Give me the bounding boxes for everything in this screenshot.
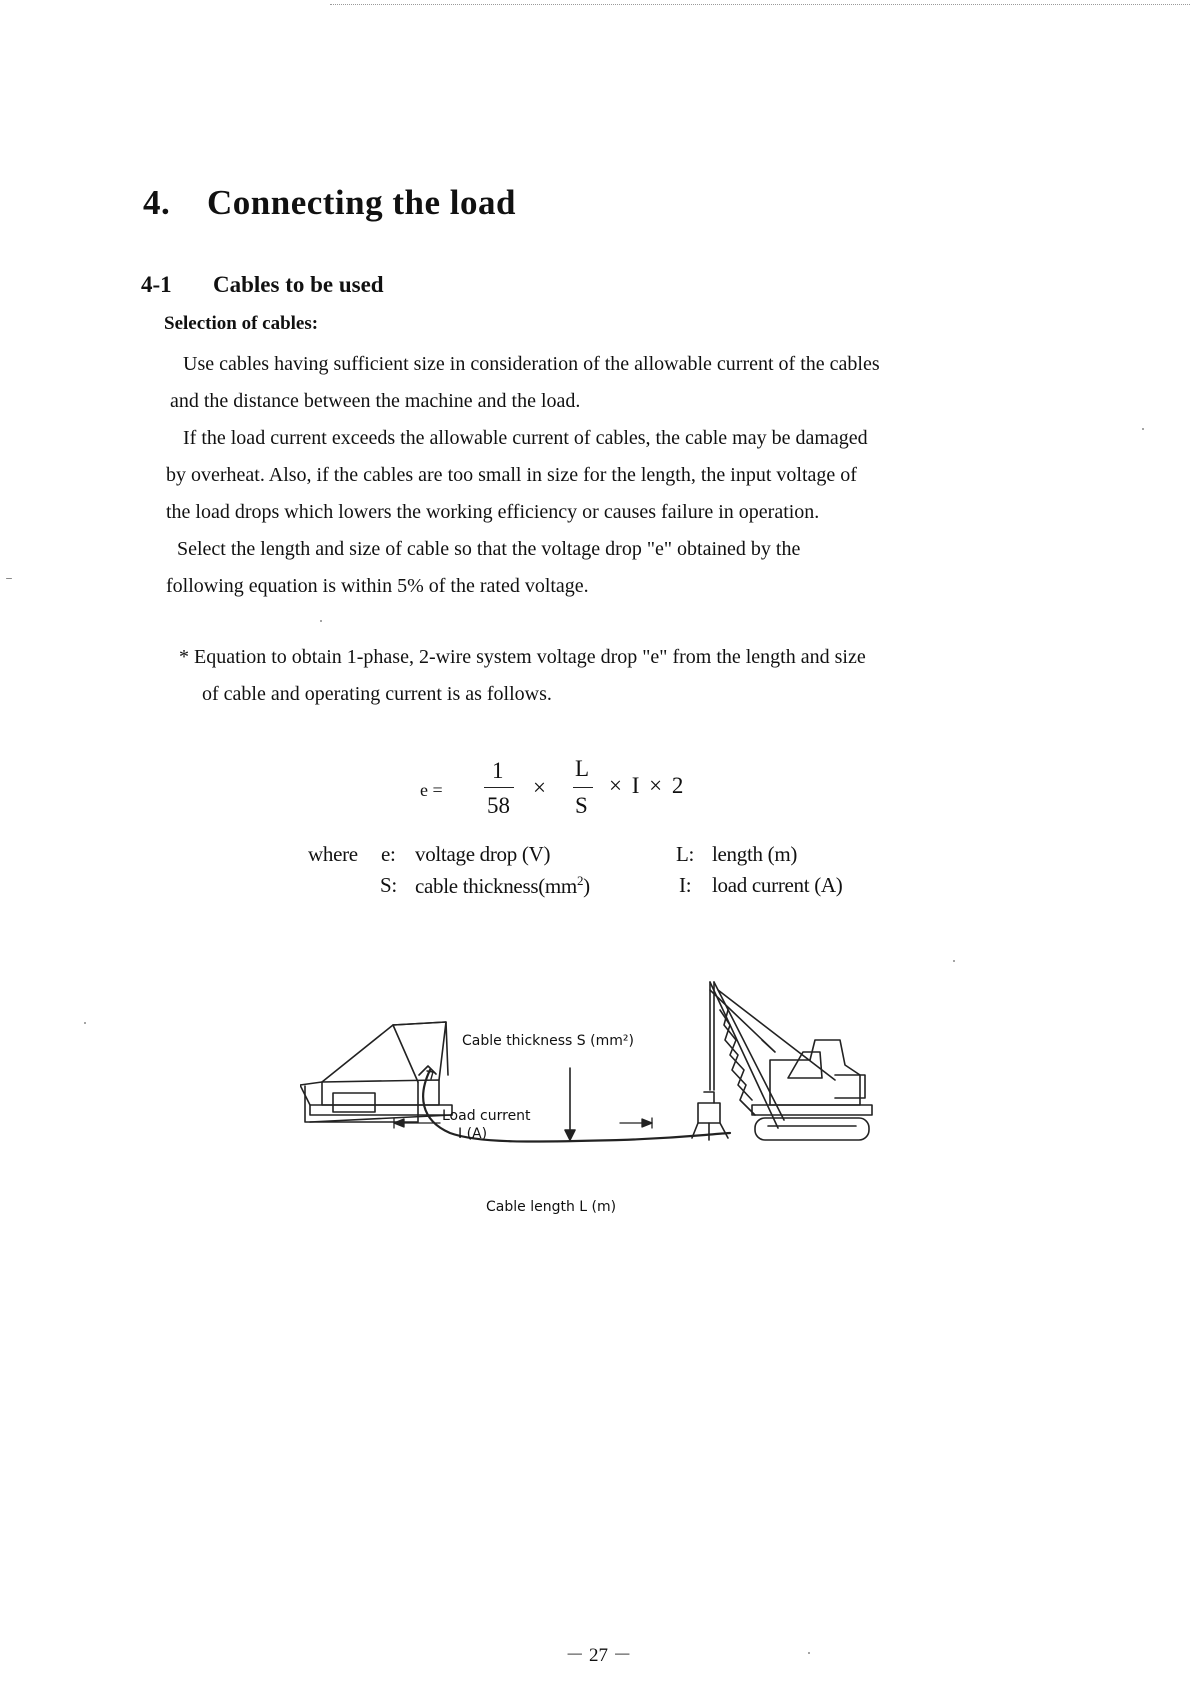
description-s [415, 873, 590, 899]
fraction-1-bar [484, 787, 514, 788]
description-i: load current (A) [712, 873, 843, 897]
crane-icon [692, 982, 872, 1140]
note-line-2: of cable and operating current is as follows. [202, 683, 552, 705]
note-line-1: * Equation to obtain 1-phase, 2-wire system voltage drop "e" from the length and size [179, 646, 866, 668]
paragraph-2-line-2: by overheat. Also, if the cables are too small in size for the length, the input voltage of [166, 464, 857, 486]
paragraph-1-line-1: Use cables having sufficient size in consideration of the allowable current of the cables [183, 353, 880, 375]
symbol-l: L: [676, 842, 695, 866]
cable-connection-diagram [300, 970, 900, 1230]
symbol-s: S: [380, 873, 397, 897]
scan-speck [6, 578, 12, 579]
scan-speck [953, 960, 955, 962]
paragraph-1-line-2: and the distance between the machine and the load. [170, 390, 581, 412]
equation-lhs: e = [420, 780, 443, 800]
section-number: 4. [143, 183, 171, 222]
label-cable-thickness: Cable thickness S (mm²) [462, 1033, 634, 1049]
superscript-2: 2 [576, 873, 584, 888]
section-heading [143, 183, 516, 223]
fraction-2-denominator: S [575, 793, 588, 818]
label-cable-length: Cable length L (m) [486, 1199, 617, 1215]
equation-tail: × I × 2 [609, 773, 684, 798]
where-label: where [308, 842, 358, 866]
description-e: voltage drop (V) [415, 842, 551, 866]
subsection-number: 4-1 [141, 272, 172, 297]
description-s-close: ) [583, 874, 590, 898]
description-l: length (m) [712, 842, 798, 866]
section-title: Connecting the load [207, 183, 516, 222]
fraction-2-numerator: L [575, 756, 590, 781]
symbol-i: I: [679, 873, 692, 897]
description-s-text: cable thickness(mm [415, 874, 577, 898]
paragraph-3-line-1: Select the length and size of cable so that the voltage drop "e" obtained by the [177, 538, 801, 560]
subheading-selection: Selection of cables: [164, 313, 319, 334]
times-symbol: × [533, 775, 546, 800]
paragraph-3-line-2: following equation is within 5% of the rated voltage. [166, 575, 589, 597]
page-number: － 27 － [565, 1645, 632, 1666]
scan-speck [808, 1652, 810, 1654]
paragraph-2-line-3: the load drops which lowers the working efficiency or causes failure in operation. [166, 501, 820, 523]
fraction-1-denominator: 58 [487, 793, 510, 818]
subsection-title: Cables to be used [213, 272, 384, 297]
label-load-current: Load current [442, 1108, 531, 1124]
subsection-heading [141, 272, 384, 298]
scan-speck [1142, 428, 1144, 430]
fraction-2-bar [573, 787, 593, 788]
symbol-e: e: [381, 842, 396, 866]
paragraph-2-line-1: If the load current exceeds the allowable current of cables, the cable may be damaged [183, 427, 868, 449]
scan-speck [84, 1022, 86, 1024]
fraction-1-numerator: 1 [492, 758, 504, 783]
label-load-current-unit: I (A) [458, 1126, 488, 1142]
scan-speck [320, 620, 322, 622]
scan-artifact-dots [330, 4, 1190, 13]
